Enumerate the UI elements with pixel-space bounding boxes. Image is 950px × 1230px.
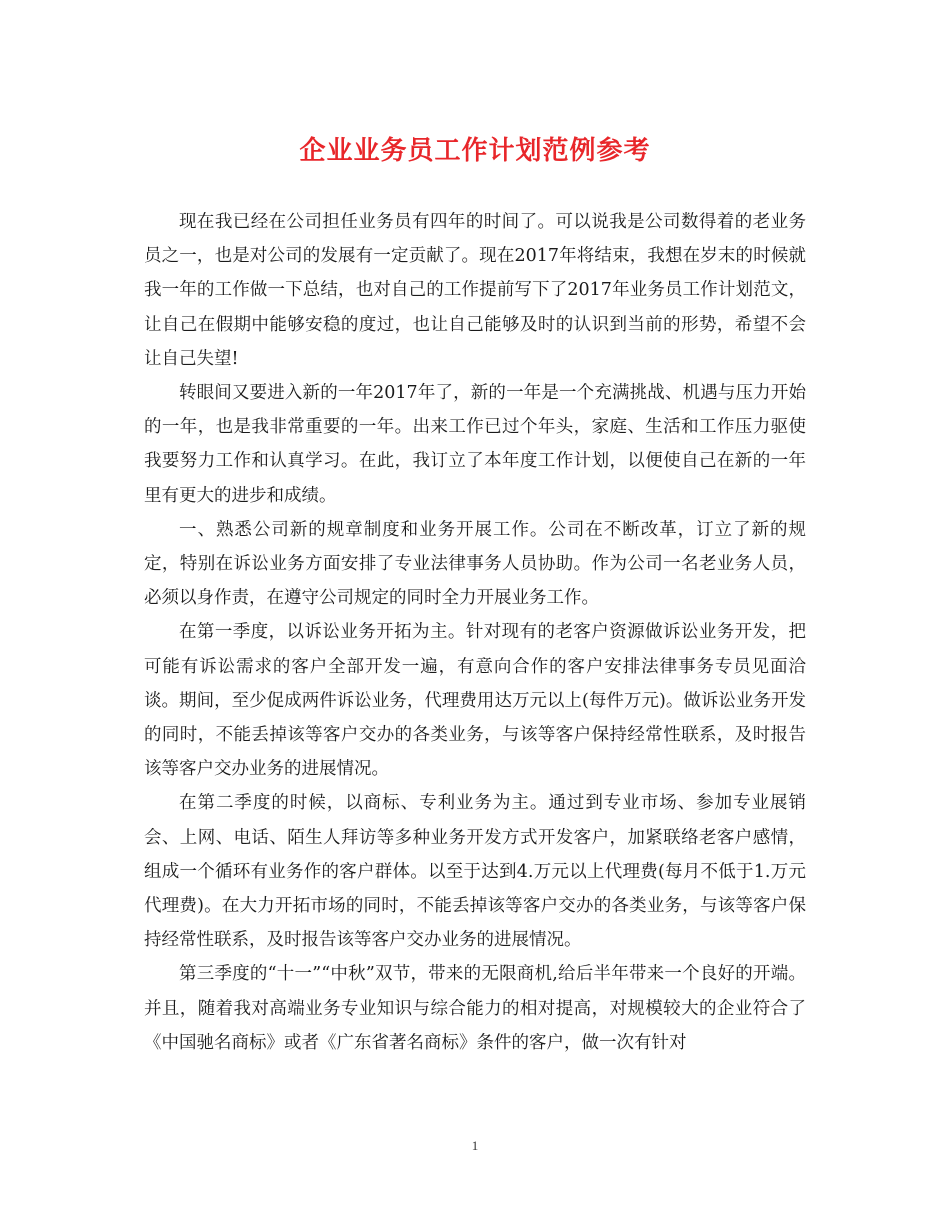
document-title: 企业业务员工作计划范例参考 <box>299 136 651 166</box>
paragraph: 在第二季度的时候，以商标、专利业务为主。通过到专业市场、参加专业展销会、上网、电话、陌生人拜访等多种业务开发方式开发客户，加紧联络老客户感情，组成一个循环有业务作的客户群体。以至于达到4.万元以上代理费(每月不低于1.万元代理费)。在大力开拓市场的同时，不能丢掉该等客户交办的各类业务，与该等客户保持经常性联系，及时报告该等客户交办业务的进展情况。 <box>144 793 806 951</box>
document-body <box>144 205 806 1060</box>
page-number: 1 <box>471 1138 479 1153</box>
paragraph: 在第一季度，以诉讼业务开拓为主。针对现有的老客户资源做诉讼业务开发，把可能有诉讼需求的客户全部开发一遍，有意向合作的客户安排法律事务专员见面洽谈。期间，至少促成两件诉讼业务，代理费用达万元以上(每件万元)。做诉讼业务开发的同时，不能丢掉该等客户交办的各类业务，与该等客户保持经常性联系，及时报告该等客户交办业务的进展情况。 <box>144 622 806 780</box>
paragraph: 现在我已经在公司担任业务员有四年的时间了。可以说我是公司数得着的老业务员之一，也是对公司的发展有一定贡献了。现在2017年将结束，我想在岁末的时候就我一年的工作做一下总结，也对自己的工作提前写下了2017年业务员工作计划范文，让自己在假期中能够安稳的度过，也让自己能够及时的认识到当前的形势，希望不会让自己失望! <box>144 212 806 369</box>
paragraph: 一、熟悉公司新的规章制度和业务开展工作。公司在不断改革，订立了新的规定，特别在诉讼业务方面安排了专业法律事务人员协助。作为公司一名老业务人员，必须以身作责，在遵守公司规定的同时全力开展业务工作。 <box>144 519 806 609</box>
paragraph: 第三季度的“十一”“中秋”双节，带来的无限商机,给后半年带来一个良好的开端。并且，随着我对高端业务专业知识与综合能力的相对提高，对规模较大的企业符合了《中国驰名商标》或者《广东省著名商标》条件的客户，做一次有针对 <box>144 964 806 1053</box>
paragraph: 转眼间又要进入新的一年2017年了，新的一年是一个充满挑战、机遇与压力开始的一年，也是我非常重要的一年。出来工作已过个年头，家庭、生活和工作压力驱使我要努力工作和认真学习。在此，我订立了本年度工作计划，以便使自己在新的一年里有更大的进步和成绩。 <box>144 383 806 506</box>
